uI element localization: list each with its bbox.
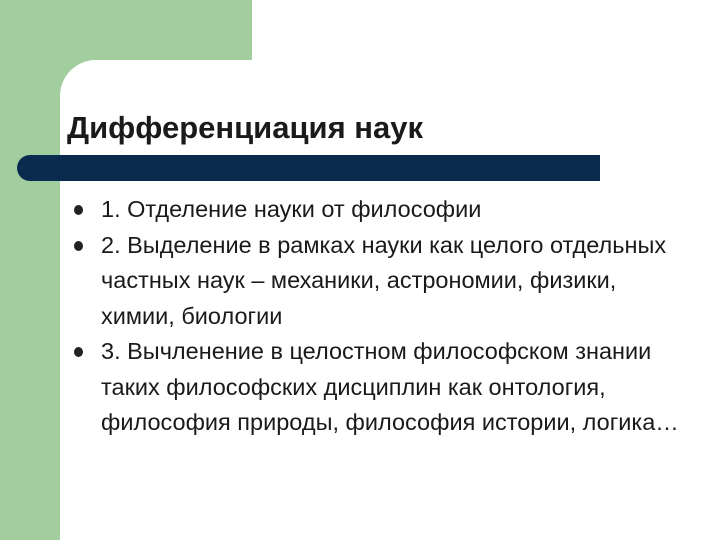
bullet-item: [74, 192, 694, 228]
bullet-dot-icon: [74, 241, 83, 251]
bullet-dot-icon: [74, 347, 83, 357]
slide-title: Дифференциация наук: [67, 110, 424, 145]
green-left-strip: [0, 0, 60, 540]
bullet-text: 3. Вычленение в целостном философском знании таких философских дисциплин как онтология, философия природы, философия истории, логика…: [101, 338, 679, 435]
bullet-item: [74, 228, 694, 335]
title-underline-bar: [17, 155, 600, 181]
bullet-item: [74, 334, 694, 441]
bullet-text: 1. Отделение науки от философии: [101, 196, 482, 222]
bullet-list: [74, 192, 694, 441]
bullet-dot-icon: [74, 205, 83, 215]
bullet-text: 2. Выделение в рамках науки как целого отдельных частных наук – механики, астрономии, физики, химии, биологии: [101, 231, 667, 329]
